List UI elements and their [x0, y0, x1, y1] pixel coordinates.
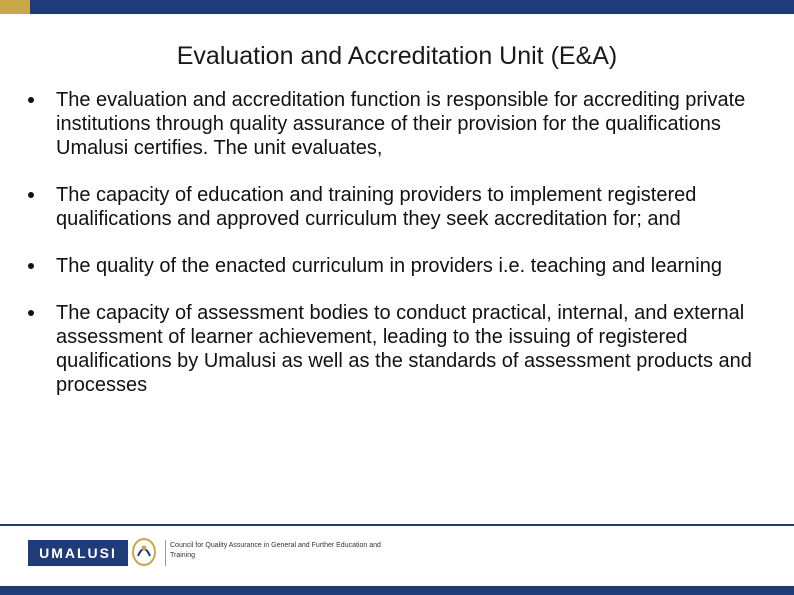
logo-tagline: Council for Quality Assurance in General and Further Education and Training	[170, 542, 381, 559]
bullet-text: The capacity of education and training providers to implement registered qualifications and approved curriculum they seek accreditation for; and	[56, 184, 697, 230]
footer-band	[0, 586, 794, 595]
bullet-list	[28, 88, 768, 420]
bullet-dot-icon	[28, 192, 34, 198]
bullet-dot-icon	[28, 310, 34, 316]
bullet-text: The quality of the enacted curriculum in providers i.e. teaching and learning	[56, 255, 722, 277]
bullet-item	[28, 254, 768, 278]
bullet-item	[28, 88, 768, 160]
footer-divider-line	[0, 524, 794, 526]
bullet-item	[28, 183, 768, 231]
top-header-band	[0, 0, 794, 14]
logo-divider	[165, 540, 166, 566]
umalusi-emblem-icon	[130, 536, 158, 568]
bullet-text: The capacity of assessment bodies to conduct practical, internal, and external assessment of learner achievement, leading to the issuing of registered qualifications by Umalusi as well as the standards of assessment products and processes	[56, 302, 752, 396]
bullet-text: The evaluation and accreditation function is responsible for accrediting private institutions through quality assurance of their provision for the qualifications Umalusi certifies. The unit evaluates,	[56, 89, 746, 159]
umalusi-logo: UMALUSI	[28, 540, 128, 566]
bullet-dot-icon	[28, 263, 34, 269]
bullet-item	[28, 301, 768, 397]
top-gold-accent	[0, 0, 30, 14]
slide-title: Evaluation and Accreditation Unit (E&A)	[176, 42, 618, 70]
bullet-dot-icon	[28, 97, 34, 103]
